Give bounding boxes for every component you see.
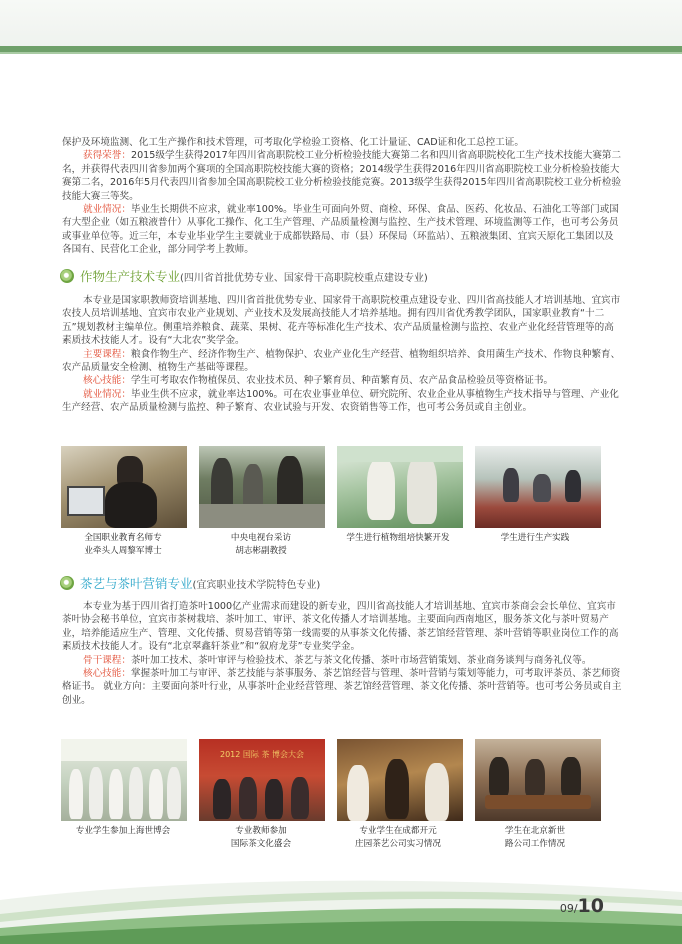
section1-caption-2 <box>196 532 326 557</box>
caption-line: 专业学生参加上海世博会 <box>75 826 171 836</box>
section2-title: 茶艺与茶叶营销专业 <box>80 576 193 591</box>
photo-teacher-at-computer <box>61 446 187 528</box>
awards-text: 2015级学生获得2017年四川省高职院校工业分析检验技能大赛第二名和四川省高职院校化工生产技术技能大赛第二名，并获得代表四川省参加两个赛项的全国高职院校技能大赛的资格；2014级学生获得2016年四川省高职院校工业分析检验技能大赛第二名，2016年5月代表四川省参加全国高职院校工业分析检验技能竞赛。2013级学生获得2015年四川省高职院校工业分析检验技能大赛三等奖。 <box>62 150 622 202</box>
circle-bullet-icon <box>60 576 74 590</box>
caption-line: 学生进行生产实践 <box>500 533 570 543</box>
section1-caption-4 <box>470 532 600 545</box>
caption-line: 业牵头人周黎军博士 <box>84 545 162 556</box>
photo-beijing-company <box>475 739 601 821</box>
caption-line: 学生进行植物组培快繁开发 <box>346 533 450 543</box>
section1-employ-text: 毕业生供不应求，就业率达100%。可在农业事业单位、研究院所、农业企业从事植物生产技术指导与管理、产业化生产经营、农产品质量检测与监控、种子繁育、农业试验与开发、农资销售等工作，也可考公务员或自主创业。 <box>62 388 619 414</box>
header-light-line <box>0 52 682 54</box>
caption-line: 胡志彬副教授 <box>235 545 287 556</box>
photo-tea-culture-conference <box>199 739 325 821</box>
section2-para1: 本专业为基于四川省打造茶叶1000亿产业需求而建设的新专业，四川省高技能人才培训基地、宜宾市茶商会会长单位、宜宾市茶叶协会秘书单位，宜宾市茶树栽培、茶叶加工、审评、茶文化传播人才培训基地。主要面向西南地区，服务茶文化与茶叶贸易产业，培养能适应生产、管理、文化传播、贸易营销等第一线需要的从事茶文化传播、茶艺馆经营管理、茶叶营销等职业岗位工作的高素质技术技能人才。设有“北京翠鑫轩茶业”和“叙府龙芽”专业奖学金。 <box>62 601 619 653</box>
employ-label: 就业情况： <box>83 204 131 216</box>
section1-caption-1 <box>58 532 188 557</box>
section2-caption-1 <box>58 825 188 838</box>
intro-text <box>62 136 622 257</box>
section1-title: 作物生产技术专业 <box>80 269 181 284</box>
caption-line: 国际茶文化盛会 <box>230 838 292 849</box>
section2-subtitle: (宜宾职业技术学院特色专业) <box>192 579 321 591</box>
section2-courses <box>62 654 622 667</box>
photo-tissue-culture-lab <box>337 446 463 528</box>
conference-banner: 2012 国际 茶 博会大会 <box>220 750 304 759</box>
caption-line: 学生在北京新世 <box>504 826 566 836</box>
caption-line: 路公司工作情况 <box>504 838 566 849</box>
section1-caption-3 <box>333 532 463 545</box>
awards-label: 获得荣誉： <box>83 150 131 162</box>
section1-courses <box>62 348 622 375</box>
employ-paragraph <box>62 203 622 257</box>
section1-courses-label: 主要课程： <box>83 348 131 360</box>
caption-line: 庄园茶艺公司实习情况 <box>355 838 441 849</box>
section2-heading <box>60 574 320 592</box>
page-number-left: 09/ <box>559 902 578 915</box>
intro-line1: 保护及环境监测、化工生产操作和技术管理，可考取化学检验工资格、化工计量证、CAD证和化工总控工证。 <box>62 137 524 148</box>
caption-line: 全国职业教育名师专 <box>84 533 162 543</box>
section2-text <box>62 600 622 707</box>
photo-production-practice <box>475 446 601 528</box>
section1-employ-label: 就业情况： <box>83 388 131 400</box>
section1-skills-text: 学生可考取农作物植保员、农业技术员、种子繁育员、种苗繁育员、农产品食品检验员等资格证书。 <box>130 375 554 387</box>
page-number <box>560 895 604 917</box>
section2-caption-3 <box>333 825 463 850</box>
section1-skills-label: 核心技能： <box>83 375 131 387</box>
caption-line: 中央电视台采访 <box>230 533 292 543</box>
section1-subtitle: (四川省首批优势专业、国家骨干高职院校重点建设专业) <box>180 272 428 284</box>
section1-employ <box>62 388 622 415</box>
section2-skills-label: 核心技能： <box>83 668 131 680</box>
photo-expo-students <box>61 739 187 821</box>
section2-courses-label: 骨干课程： <box>83 654 131 666</box>
section1-text <box>62 294 622 415</box>
photo-cctv-interview <box>199 446 325 528</box>
section2-caption-4 <box>470 825 600 850</box>
photo-chengdu-internship <box>337 739 463 821</box>
page-number-right: 10 <box>577 895 604 917</box>
header-band <box>0 0 682 50</box>
section1-skills <box>62 374 622 387</box>
section2-skills-text: 掌握茶叶加工与审评、茶艺技能与茶事服务、茶艺馆经营与管理、茶叶营销与策划等能力，可考取评茶员、茶艺师资格证书。 就业方向：主要面向茶叶行业，从事茶叶企业经营管理、茶艺馆经营管理、茶文化传播、茶叶营销等。也可考公务员或自主创业。 <box>62 668 622 706</box>
section2-photos <box>61 739 601 821</box>
section2-courses-text: 茶叶加工技术、茶叶审评与检验技术、茶艺与茶文化传播、茶叶市场营销策划、茶业商务谈判与商务礼仪等。 <box>130 654 592 666</box>
section1-para1: 本专业是国家职教师资培训基地、四川省首批优势专业、国家骨干高职院校重点建设专业、四川省高技能人才培训基地、宜宾市农技人员培训基地、宜宾市农业产业规划、产业技术及发展高技能人才培养基地。拥有四川省优秀教学团队，国家职业教育“十二五”规划教材主编单位。侧重培养粮食、蔬菜、果树、花卉等标准化生产技术、农产品质量检测与监控、农业产业化经营管理等的高素质技术技能人才。设有“大北农”奖学金。 <box>62 295 621 347</box>
section2-skills <box>62 667 622 707</box>
section2-caption-2 <box>196 825 326 850</box>
caption-line: 专业教师参加 <box>235 826 287 836</box>
caption-line: 专业学生在成都开元 <box>359 826 437 836</box>
section1-photos <box>61 446 601 528</box>
section1-courses-text: 粮食作物生产、经济作物生产、植物保护、农业产业化生产经营、植物组织培养、食用菌生产技术、作物良种繁育、农产品质量安全检测、植物生产基础等课程。 <box>62 348 621 374</box>
employ-text: 毕业生长期供不应求，就业率100%。毕业生可面向外贸、商检、环保、食品、医药、化妆品、石油化工等部门或国有大型企业（如五粮液普什）从事化工操作、化工生产管理、产品质量检测与监控、生产技术管理、环境监测等工作，也可考公务员或事业单位等。近三年，本专业毕业学生主要就业于成都铁路局、市（县）环保局（环监站）、五粮液集团、宜宾天原化工集团以及各国有、民营化工企业，部分同学考上教师。 <box>62 204 619 256</box>
awards-paragraph <box>62 149 622 203</box>
circle-bullet-icon <box>60 269 74 283</box>
section1-heading <box>60 267 428 285</box>
